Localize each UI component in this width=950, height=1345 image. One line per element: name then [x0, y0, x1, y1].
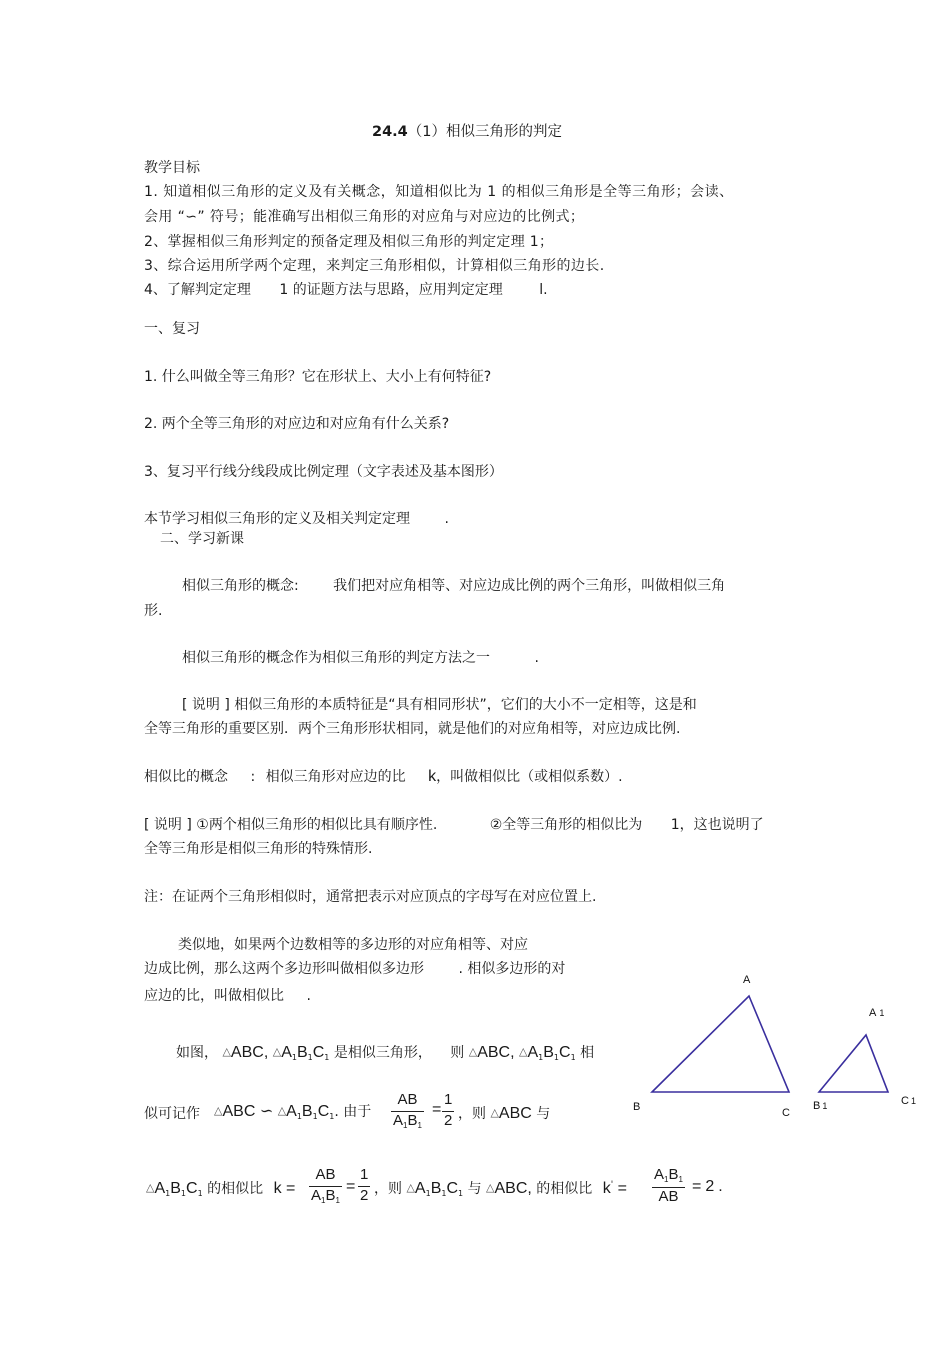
fraction-k: $\frac{AB}{A_1B_1}$ — [311, 1166, 340, 1205]
example-mid: 是相似三角形， — [333, 1045, 432, 1061]
section-intro-text: 本节学习相似三角形的定义及相关判定定理 — [144, 511, 410, 527]
note-2-line-1 — [144, 814, 764, 834]
example-intro: 如图， — [176, 1045, 218, 1061]
note-1-line-2: 全等三角形的重要区别．两个三角形形状相同，就是他们的对应角相等，对应边成比例. — [144, 721, 681, 737]
example-line-2-end: ，则 △ABC 与 — [458, 1105, 551, 1122]
note-2-line-2: 全等三角形是相似三角形的特殊情形. — [144, 841, 373, 857]
concept-method — [182, 647, 539, 667]
ratio-k: k — [428, 768, 437, 785]
triangle-icon: △ — [519, 1045, 528, 1058]
example-by: . 由于 — [334, 1104, 372, 1120]
review-question-2: 2. 两个全等三角形的对应边和对应角有什么关系? — [144, 416, 450, 432]
note-1-line-1: [ 说明 ] 相似三角形的本质特征是“具有相同形状”，它们的大小不一定相等，这是和 — [182, 697, 697, 713]
example-line-2-start: 似可记作 — [144, 1106, 200, 1122]
title-paren: （1） — [407, 124, 447, 140]
review-heading: 一、复习 — [144, 321, 200, 337]
similar-triangles-figure — [625, 968, 925, 1128]
triangle-icon: △ — [406, 1181, 415, 1194]
fraction-k-prime: $\frac{A_1B_1}{AB}$ — [654, 1166, 683, 1205]
triangle-abc-2: ABC — [477, 1044, 511, 1061]
polygon-line-3b: . — [306, 988, 311, 1004]
polygon-line-3 — [144, 985, 311, 1005]
objective-4-a: 4、了解判定定理 — [144, 282, 251, 298]
ratio-text: 相似三角形对应边的比 — [265, 769, 406, 785]
polygon-line-2a: 边成比例，那么这两个多边形叫做相似多边形 — [144, 961, 424, 977]
note-3: 注：在证两个三角形相似时，通常把表示对应顶点的字母写在对应位置上. — [144, 889, 597, 905]
triangle-a1b1c1-shape — [819, 1035, 888, 1092]
label-a: A — [743, 974, 751, 986]
polygon-line-3a: 应边的比，叫做相似比 — [144, 988, 284, 1004]
triangle-icon: △ — [490, 1106, 499, 1119]
concept-method-text: 相似三角形的概念作为相似三角形的判定方法之一 — [182, 650, 490, 666]
objective-1a: 1. 知道相似三角形的定义及有关概念，知道相似比为 1 的相似三角形是全等三角形；会读、 — [144, 184, 734, 200]
concept-method-dot: . — [534, 650, 539, 666]
objective-4 — [144, 279, 548, 299]
example-line-3-mid: ，则 $\triangle A_1B_1C_1$ 与 △ABC, 的相似比 k' = — [374, 1180, 628, 1198]
new-lesson-heading: 二、学习新课 — [160, 531, 244, 547]
triangle-icon: △ — [468, 1045, 478, 1058]
polygon-line-2b: . 相似多边形的对 — [458, 961, 566, 977]
ratio-label: 相似比的概念 — [144, 769, 228, 785]
concept-definition: 我们把对应角相等、对应边成比例的两个三角形，叫做相似三角 — [333, 578, 726, 594]
review-question-3: 3、复习平行线分线段成比例定理（文字表述及基本图形） — [144, 464, 503, 480]
fraction-ab-over-a1b1: $\frac{AB}{A_1B_1}$ — [393, 1091, 422, 1130]
triangle-abc-3: ABC — [222, 1103, 256, 1120]
triangle-icon: △ — [486, 1181, 495, 1194]
note-2-a: [ 说明 ] ①两个相似三角形的相似比具有顺序性. — [144, 817, 438, 833]
objective-4-c: l. — [539, 282, 548, 298]
polygon-line-1: 类似地，如果两个边数相等的多边形的对应角相等、对应 — [178, 937, 528, 953]
similar-symbol: ∽ — [259, 1103, 274, 1120]
triangle-abc-shape — [652, 996, 789, 1092]
triangle-icon: △ — [222, 1045, 231, 1058]
label-b: B — [633, 1101, 641, 1113]
label-a1: A 1 — [869, 1007, 885, 1019]
ratio-colon: : — [250, 769, 256, 785]
objective-4-b: 1 的证题方法与思路，应用判定定理 — [279, 282, 503, 298]
example-line-1: 如图， △ABC, $\triangle A_1B_1C_1$ 是相似三角形， 则 △ABC, $\triangle A_1B_1C_1$ 相 — [176, 1044, 595, 1062]
title-text: 相似三角形的判定 — [446, 124, 563, 140]
review-question-1: 1. 什么叫做全等三角形？它在形状上、大小上有何特征? — [144, 369, 492, 385]
fraction-half-2: $\frac{1}{2}$ — [360, 1166, 369, 1204]
vertex-c1: C — [312, 1044, 325, 1061]
ratio-concept — [144, 766, 623, 786]
section-intro — [144, 508, 449, 528]
example-line-3-end: = 2 . — [692, 1178, 723, 1195]
title-number: 24.4 — [372, 124, 408, 140]
label-b1: B 1 — [813, 1100, 828, 1112]
triangle-abc: ABC, — [230, 1044, 269, 1061]
polygon-line-2 — [144, 958, 565, 978]
example-line-3-start: $\triangle A_1B_1C_1$ 的相似比 k = — [146, 1180, 296, 1198]
example-then: 则 — [450, 1045, 465, 1061]
concept-definition-end: 形. — [144, 603, 163, 619]
note-2-c: 1，这也说明了 — [670, 817, 764, 833]
vertex-b1: B — [296, 1044, 308, 1061]
concept-line — [182, 575, 725, 595]
triangle-icon: △ — [214, 1104, 223, 1117]
triangle-icon: △ — [277, 1104, 287, 1117]
objective-2: 2、掌握相似三角形判定的预备定理及相似三角形的判定定理 1； — [144, 234, 554, 250]
example-xiang: 相 — [580, 1045, 595, 1061]
ratio-text-2: ，叫做相似比（或相似系数）. — [436, 769, 623, 785]
vertex-a1: A — [281, 1044, 292, 1061]
label-c: C — [782, 1107, 790, 1119]
note-2-b: ②全等三角形的相似比为 — [489, 817, 643, 833]
concept-label: 相似三角形的概念: — [182, 578, 299, 594]
label-c1: C 1 — [901, 1095, 916, 1107]
section-intro-dot: . — [444, 511, 449, 527]
triangle-icon: △ — [272, 1045, 282, 1058]
objective-3: 3、综合运用所学两个定理，来判定三角形相似，计算相似三角形的边长. — [144, 258, 605, 274]
fraction-half: $\frac{1}{2}$ — [444, 1091, 453, 1129]
equals-sign: = — [432, 1101, 442, 1118]
triangle-icon: △ — [146, 1181, 155, 1194]
objective-1b: 会用 “∽” 符号；能准确写出相似三角形的对应角与对应边的比例式； — [144, 209, 585, 225]
page-title — [372, 120, 562, 141]
objectives-heading: 教学目标 — [144, 160, 200, 176]
example-line-2-expr: △ABC ∽ $\triangle A_1B_1C_1$. 由于 — [214, 1103, 372, 1121]
